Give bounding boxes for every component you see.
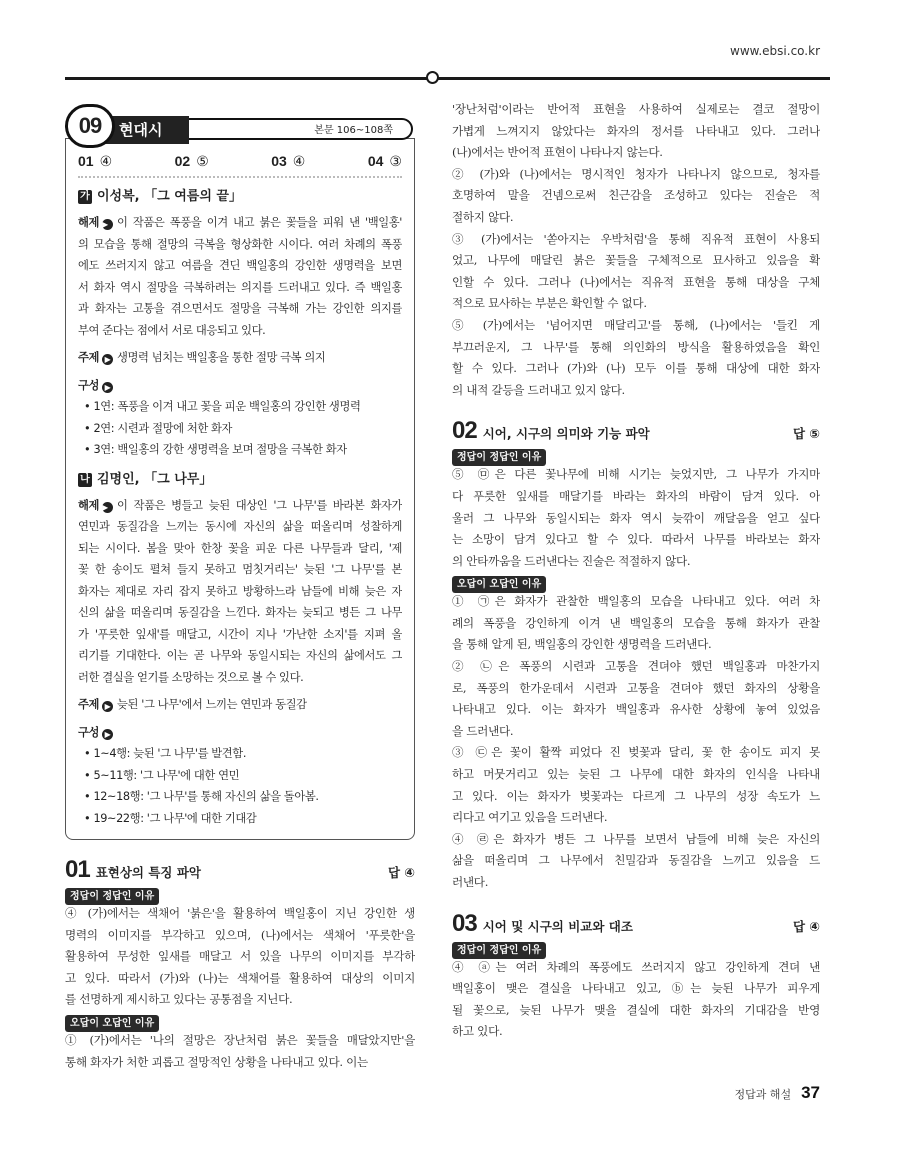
answer-number: 01 xyxy=(78,153,94,169)
explanation-line: 다 푸릇한 잎새를 매달기를 바라는 화자의 바람이 담겨 있다. 아 xyxy=(452,488,820,503)
question-number: 03 xyxy=(452,909,477,937)
explanation-line: ④ (가)에서는 색채어 '붉은'을 활용하여 백일홍이 지닌 강인한 생 xyxy=(65,906,415,920)
explanation-line: 로, 폭풍의 한가운데서 시련과 고통을 견뎌야 했던 화자의 상황을 xyxy=(452,680,820,695)
theme-text: 생명력 넘치는 백일홍을 통한 절망 극복 의지 xyxy=(117,351,326,364)
haeje-text: 이 작품은 폭풍을 이겨 내고 붉은 꽃들을 피워 낸 '백일홍' xyxy=(117,216,402,229)
explanation-line: ① ㉠은 화자가 관찰한 백일홍의 모습을 나타내고 있다. 여러 차 xyxy=(452,594,820,609)
haeje-text: 되는 시이다. 봄을 맞아 한창 꽃을 피운 다른 나무들과 달리, '제 xyxy=(78,541,402,555)
haeje-line xyxy=(78,277,402,299)
explanation-line: 고 있다. 이는 화자가 벚꽃과는 다르게 그 나무의 성장 속도가 느 xyxy=(452,788,820,803)
explanation-line: 를 선명하게 제시하고 있다는 공통점을 지닌다. xyxy=(65,992,293,1007)
explanation-line: ③ (가)에서는 '쏟아지는 우박처럼'을 통해 직유적 표현이 사용되 xyxy=(452,231,820,246)
bullet-icon: • xyxy=(84,443,94,456)
answer-choice: ④ xyxy=(99,154,113,170)
bullet-icon: • xyxy=(84,790,94,803)
badge-row xyxy=(452,572,820,591)
explanation-paragraph xyxy=(452,99,820,401)
question-title: 시어, 시구의 의미와 기능 파악 xyxy=(482,426,650,442)
structure-text: 3연: 백일홍의 강한 생명력을 보며 절망을 극복한 화자 xyxy=(93,443,347,456)
structure-label-line xyxy=(78,722,402,744)
theme-line xyxy=(78,347,402,369)
structure-text: 1연: 폭풍을 이겨 내고 꽃을 피운 백일홍의 강인한 생명력 xyxy=(93,400,361,413)
reason-badge: 정답이 정답인 이유 xyxy=(452,942,546,959)
explanation-line: 는 소망이 담겨 있다고 할 수 있다. 따라서 나무를 바라보는 화자 xyxy=(452,532,820,547)
explanation-line: 명력의 이미지를 부각하고 있으며, (나)에서는 색채어 '푸릇한'을 xyxy=(65,927,415,942)
answer-number: 04 xyxy=(367,153,384,169)
explanation-line: 나타내고 있다. 이는 화자가 백일홍과 유사한 상황에 놓여 있었음 xyxy=(452,702,820,717)
haeje-text: 부여 준다는 점에서 서로 대응되고 있다. xyxy=(78,323,266,337)
theme-text: 늦된 '그 나무'에서 느끼는 연민과 동질감 xyxy=(117,698,307,711)
haeje-text: 리기를 기대한다. 이는 곧 나무와 동일시되는 자신의 삶에서도 그 xyxy=(78,649,402,662)
haeje-line xyxy=(78,645,402,667)
right-column-explanations xyxy=(452,99,820,1043)
page-number: 37 xyxy=(801,1083,820,1102)
box-header xyxy=(65,104,415,144)
work-badge: 가 xyxy=(78,190,92,204)
explanation-line: 고 있다. 따라서 (가)와 (나)는 색채어를 활용하여 대상의 이미지 xyxy=(65,970,415,985)
works-list xyxy=(78,186,402,829)
structure-label-line xyxy=(78,375,402,397)
explanation-line: 백일홍이 맺은 결실을 나타내고 있고, ⓑ는 늦된 나무가 피우게 xyxy=(452,981,820,996)
explanation-line: ⑤ ㉤은 다른 꽃나무에 비해 시기는 늦었지만, 그 나무가 가지마 xyxy=(452,467,820,482)
spacer xyxy=(452,894,820,910)
arrow-icon: ▶ xyxy=(102,502,113,513)
explanation-line: ⑤ (가)에서는 '넘어지면 매달리고'를 통해, (나)에서는 '들킨 게 xyxy=(452,317,820,332)
site-url: www.ebsi.co.kr xyxy=(730,44,820,58)
answer-choice: ⑤ xyxy=(196,154,209,170)
badge-row xyxy=(65,1011,415,1030)
explanation-line: 을 통해 알게 된, 백일홍의 강인한 생명력을 드러낸다. xyxy=(452,637,712,652)
work-title-text: 이성복, 「그 여름의 끝」 xyxy=(97,189,242,204)
explanation-line: 활용하여 무성한 잎새를 매달고 서 있을 나무의 이미지를 부각하 xyxy=(65,949,415,964)
work-title xyxy=(78,469,402,491)
work-badge: 나 xyxy=(78,473,92,487)
question-header xyxy=(452,417,820,445)
haeje-text: 연민과 동질감을 느끼는 동시에 자신의 삶을 떠올리며 성찰하게 xyxy=(78,520,402,533)
explanation-paragraph xyxy=(452,591,820,893)
footer-label: 정답과 해설 xyxy=(734,1088,792,1101)
arrow-icon: ▶ xyxy=(102,354,113,365)
explanation-line: 삶을 떠올리며 그 나무에서 친밀감과 동질감을 느끼고 있음을 드 xyxy=(452,853,820,868)
explanation-line: 부끄러운지, 그 나무'를 통해 의인화의 방식을 활용하였음을 확인 xyxy=(452,339,820,354)
structure-item xyxy=(78,808,402,830)
explanation-line: 절하지 않다. xyxy=(452,209,514,224)
structure-text: 2연: 시련과 절망에 처한 화자 xyxy=(93,421,233,435)
haeje-line xyxy=(78,212,402,234)
question-answer: 답 ④ xyxy=(387,865,415,880)
explanation-line: 의 내적 갈등을 드러내고 있지 않다. xyxy=(452,382,625,397)
work-title-text: 김명인, 「그 나무」 xyxy=(97,471,213,487)
question-header xyxy=(452,910,820,938)
haeje-line xyxy=(78,495,402,517)
haeje-line xyxy=(78,667,402,689)
explanation-line: 적으로 묘사하는 부분은 확인할 수 없다. xyxy=(452,296,647,311)
left-column xyxy=(65,104,415,1073)
haeje-line xyxy=(78,255,402,277)
answer-item xyxy=(78,153,112,170)
arrow-icon: ▶ xyxy=(102,729,113,740)
structure-label: 구성 xyxy=(78,378,100,392)
haeje-line xyxy=(78,581,402,603)
haeje-text: 서 화자 역시 절망을 극복하려는 의지를 드러내고 있다. 즉 백일홍 xyxy=(78,280,402,294)
structure-text: 19~22행: '그 나무'에 대한 기대감 xyxy=(93,811,257,825)
explanation-line: ② ㉡은 폭풍의 시련과 고통을 견뎌야 했던 백일홍과 마찬가지 xyxy=(452,659,820,674)
work-title xyxy=(78,186,402,208)
explanation-line: ④ ⓐ는 여러 차례의 폭풍에도 쓰러지지 않고 강인하게 견뎌 낸 xyxy=(452,959,820,974)
question-answer: 답 ④ xyxy=(792,918,820,934)
unit-title: 현대시 xyxy=(105,116,189,144)
question-answer: 답 ⑤ xyxy=(792,426,820,442)
haeje-text: 꽃 한 송이도 펼쳐 들지 못하고 멈칫거리는' 늦된 '그 나무'를 본 xyxy=(78,563,402,576)
haeje-text: 신의 삶을 떠올리며 동질감을 느낀다. 화자는 늦되고 병든 그 나무 xyxy=(78,606,402,619)
haeje-line xyxy=(78,559,402,581)
question-number: 02 xyxy=(452,417,477,445)
theme-label: 주제 xyxy=(78,351,100,364)
explanation-line: 인할 수 있다. 그러나 (나)에서는 직유적 표현을 통해 대상을 구체 xyxy=(452,274,820,289)
explanation-line: ② (가)와 (나)에서는 명시적인 청자가 나타나지 않으므로, 청자를 xyxy=(452,166,820,181)
structure-item xyxy=(78,786,402,808)
question-title: 표현상의 특징 파악 xyxy=(95,865,202,880)
explanation-line: 었고, 나무에 매달린 붉은 꽃들을 구체적으로 묘사하고 있음을 확 xyxy=(452,253,820,268)
answer-number: 03 xyxy=(271,153,287,169)
spacer xyxy=(78,461,402,467)
theme-line xyxy=(78,694,402,716)
page-footer xyxy=(734,1083,820,1103)
explanation-line: 울러 그 나무와 동일시되는 화자 역시 늦깎이 깨달음을 얻고 싶다 xyxy=(452,510,820,525)
explanation-paragraph xyxy=(452,464,820,572)
explanation-line: 을 드러낸다. xyxy=(452,723,514,738)
explanation-line: 될 꽃으로, 늦된 나무가 맺을 결실에 대한 화자의 기대감을 반영 xyxy=(452,1002,820,1017)
explanation-line: ③ ㉢은 꽃이 활짝 피었다 진 벚꽃과 달리, 꽃 한 송이도 피지 못 xyxy=(452,745,820,760)
structure-item xyxy=(78,743,402,765)
answer-item xyxy=(368,153,402,170)
structure-text: 1~4행: 늦된 '그 나무'를 발견함. xyxy=(93,747,247,760)
structure-item xyxy=(78,418,402,440)
theme-label: 주제 xyxy=(78,698,100,711)
explanation-line: 가볍게 느껴지지 않았다는 화자의 정서를 나타내고 있다. 그러나 xyxy=(452,123,820,138)
haeje-line xyxy=(78,298,402,320)
haeje-label: 해제 xyxy=(78,216,100,229)
answer-item xyxy=(271,153,305,170)
explanation-line: '장난처럼'이라는 반어적 표현을 사용하여 실제로는 결코 절망이 xyxy=(452,102,820,116)
haeje-text: 러한 결실을 얻기를 소망하는 것으로 볼 수 있다. xyxy=(78,670,304,684)
arrow-icon: ▶ xyxy=(102,219,113,230)
structure-item xyxy=(78,765,402,787)
explanation-line: ① (가)에서는 '나의 절망은 장난처럼 붉은 꽃들을 매달았지만'을 xyxy=(65,1032,415,1047)
structure-label: 구성 xyxy=(78,725,100,739)
question-header xyxy=(65,856,415,884)
explanation-line: 호명하여 말을 건넴으로써 친근감을 조성하고 있다는 진술은 적 xyxy=(452,188,820,203)
haeje-line xyxy=(78,538,402,560)
reason-badge: 오답이 오답인 이유 xyxy=(65,1015,159,1032)
haeje-line xyxy=(78,624,402,646)
haeje-line xyxy=(78,602,402,624)
reason-badge: 오답이 오답인 이유 xyxy=(452,576,546,593)
haeje-text: 에도 쓰러지지 않고 여름을 견딘 백일홍의 강인한 생명력을 보면 xyxy=(78,259,402,272)
haeje-text: 의 모습을 통해 절망의 극복을 형상화한 시이다. 여러 차례의 폭풍 xyxy=(78,237,402,251)
bullet-icon: • xyxy=(84,811,94,825)
left-column-explanations xyxy=(65,856,415,1073)
structure-item xyxy=(78,439,402,461)
spacer xyxy=(452,401,820,417)
haeje-line xyxy=(78,516,402,538)
unit-number: 09 xyxy=(65,104,115,148)
answer-choice: ④ xyxy=(292,154,306,170)
explanation-paragraph xyxy=(65,903,415,1011)
answer-choice: ③ xyxy=(389,154,402,170)
explanation-line: 하고 머뭇거리고 있는 늦된 그 나무에 대한 화자의 인식을 나타내 xyxy=(452,767,820,782)
explanation-line: 의 안타까움을 드러낸다는 진술은 적절하지 않다. xyxy=(452,553,691,568)
structure-item xyxy=(78,396,402,418)
explanation-line: 례의 폭풍을 강인하게 이겨 낸 백일홍의 모습을 통해 화자가 관찰 xyxy=(452,615,820,630)
reason-badge: 정답이 정답인 이유 xyxy=(452,449,546,466)
arrow-icon: ▶ xyxy=(102,382,113,393)
haeje-line xyxy=(78,234,402,256)
explanation-line: 리다고 여기고 있음을 드러낸다. xyxy=(452,810,608,825)
page-reference: 본문 106~108쪽 xyxy=(185,118,413,140)
header-rule-dot xyxy=(426,71,439,84)
explanation-line: ④ ㉣은 화자가 병든 그 나무를 보면서 남들에 비해 늦은 자신의 xyxy=(452,831,820,846)
explanation-line: 하고 있다. xyxy=(452,1024,503,1039)
question-number: 01 xyxy=(65,856,90,883)
question-title: 시어 및 시구의 비교와 대조 xyxy=(482,918,633,934)
explanation-paragraph xyxy=(65,1030,415,1073)
box-body xyxy=(65,138,415,840)
arrow-icon: ▶ xyxy=(102,701,113,712)
explanation-line: (나)에서는 반어적 표현이 나타나지 않는다. xyxy=(452,145,663,160)
haeje-text: 가 '푸릇한 잎새'를 매달고, 시간이 지나 '가난한 소지'를 지펴 올 xyxy=(78,627,402,641)
haeje-text: 이 작품은 병들고 늦된 대상인 '그 나무'를 바라본 화자가 xyxy=(117,498,402,512)
structure-text: 5~11행: '그 나무'에 대한 연민 xyxy=(93,768,240,782)
explanation-paragraph xyxy=(452,957,820,1043)
bullet-icon: • xyxy=(84,747,94,760)
answer-number: 02 xyxy=(174,153,191,169)
bullet-icon: • xyxy=(84,768,94,782)
explanation-line: 할 수 있다. 그러나 (가)와 (나) 모두 이를 통해 대상에 대한 화자 xyxy=(452,361,820,376)
reason-badge: 정답이 정답인 이유 xyxy=(65,888,159,905)
haeje-label: 해제 xyxy=(78,498,100,512)
haeje-text: 과 화자는 고통을 겪으면서도 절망을 극복해 가는 강인한 의지를 xyxy=(78,302,402,315)
answer-key xyxy=(78,147,402,178)
explanation-line: 러낸다. xyxy=(452,875,489,889)
haeje-line xyxy=(78,320,402,342)
bullet-icon: • xyxy=(84,421,94,435)
structure-text: 12~18행: '그 나무'를 통해 자신의 삶을 돌아봄. xyxy=(93,790,319,803)
header-rule xyxy=(65,77,830,80)
summary-box xyxy=(65,104,415,840)
haeje-text: 화자는 제대로 자리 잡지 못하고 방황하느라 남들에 비해 늦은 자 xyxy=(78,584,402,598)
bullet-icon: • xyxy=(84,400,94,413)
answer-item xyxy=(175,153,209,170)
explanation-line: 통해 화자가 처한 괴롭고 절망적인 상황을 나타내고 있다. 이는 xyxy=(65,1054,368,1069)
